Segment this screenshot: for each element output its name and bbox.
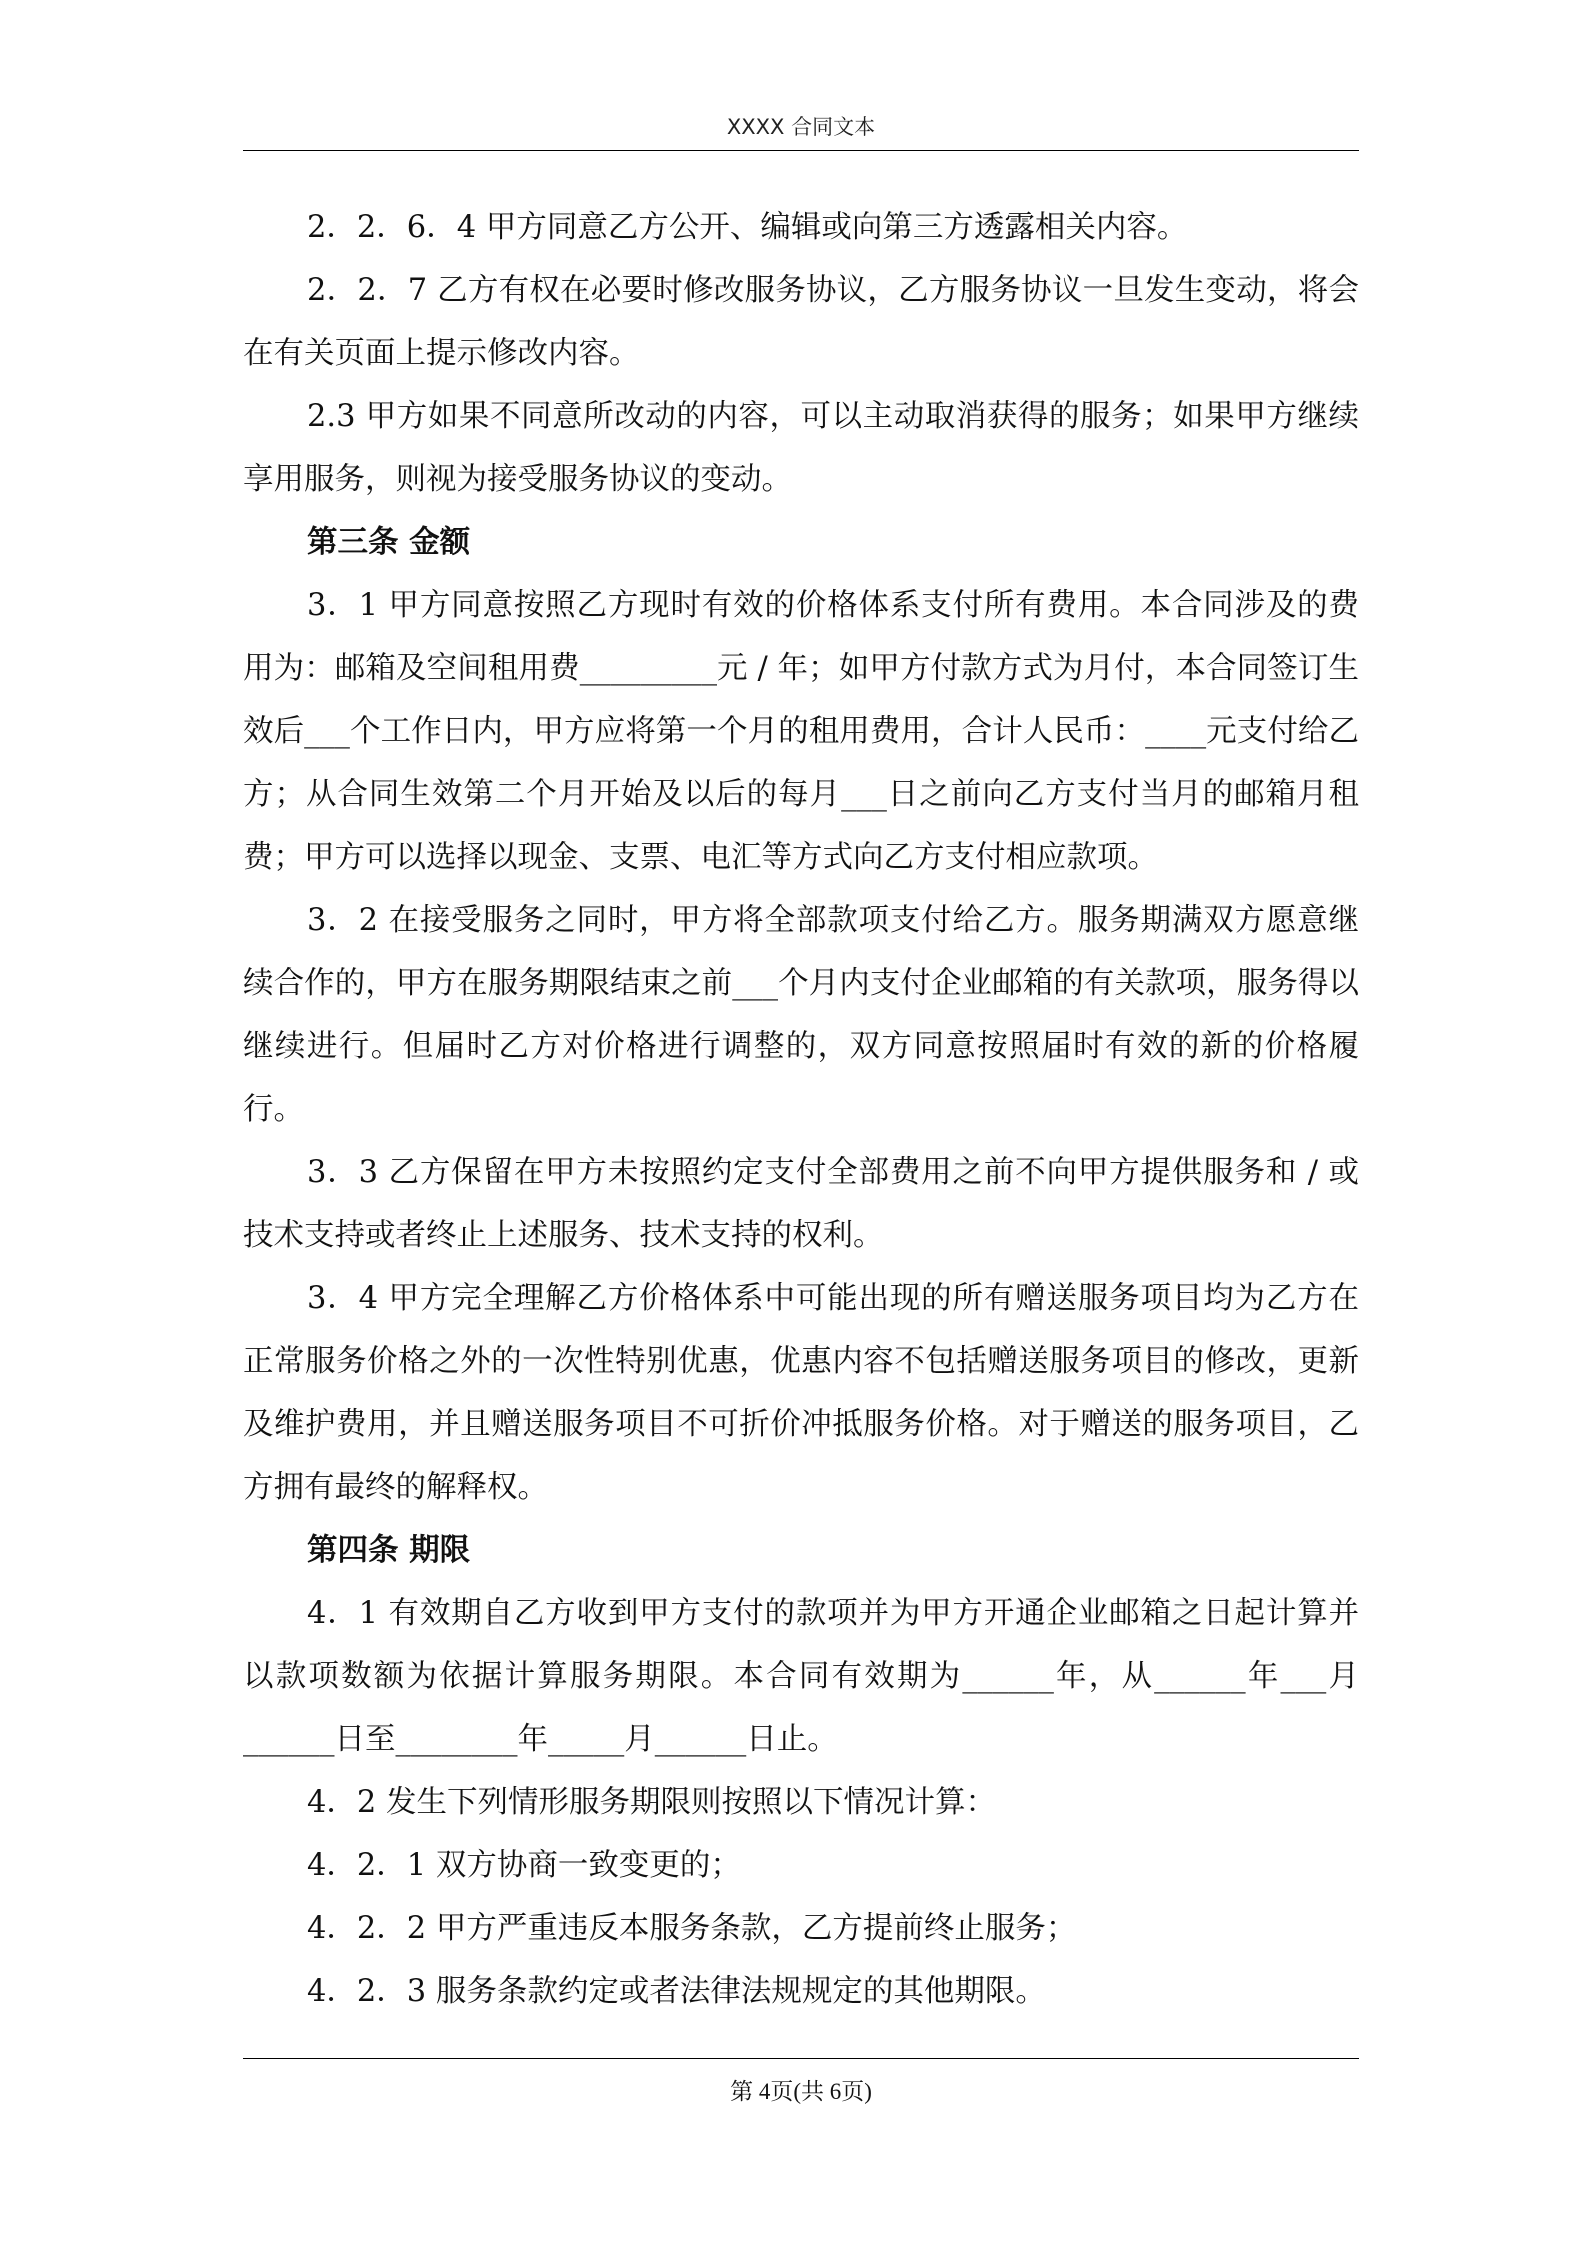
page-footer: [243, 2058, 1359, 2107]
page-header: [243, 112, 1359, 151]
clause-4-2: 4．2 发生下列情形服务期限则按照以下情况计算：: [307, 1785, 997, 1820]
section-heading-article-4: 第四条 期限: [307, 1532, 471, 1568]
clause-4-2-1: 4．2．1 双方协商一致变更的；: [307, 1848, 741, 1883]
clause-2-3: 2.3 甲方如果不同意所改动的内容，可以主动取消获得的服务；如果甲方继续享用服务，则视为接受服务协议的变动。: [243, 399, 1359, 497]
clause-4-2-2: 4．2．2 甲方严重违反本服务条款，乙方提前终止服务；: [307, 1911, 1077, 1946]
document-body: [243, 196, 1359, 2023]
section-heading-article-3: 第三条 金额: [307, 524, 471, 560]
page-number: 第 4页(共 6页): [730, 2079, 872, 2104]
header-title: XXXX 合同文本: [726, 115, 876, 139]
clause-4-2-3: 4．2．3 服务条款约定或者法律法规规定的其他期限。: [307, 1974, 1046, 2009]
clause-2-2-7: 2．2．7 乙方有权在必要时修改服务协议，乙方服务协议一旦发生变动，将会在有关页面上提示修改内容。: [243, 273, 1359, 371]
clause-3-2: 3．2 在接受服务之同时，甲方将全部款项支付给乙方。服务期满双方愿意继续合作的，甲方在服务期限结束之前___个月内支付企业邮箱的有关款项，服务得以继续进行。但届时乙方对价格进行调整的，双方同意按照届时有效的新的价格履行。: [243, 903, 1359, 1127]
clause-3-4: 3．4 甲方完全理解乙方价格体系中可能出现的所有赠送服务项目均为乙方在正常服务价格之外的一次性特别优惠，优惠内容不包括赠送服务项目的修改，更新及维护费用，并且赠送服务项目不可折价冲抵服务价格。对于赠送的服务项目，乙方拥有最终的解释权。: [243, 1281, 1359, 1505]
clause-2-2-6-4: 2．2．6．4 甲方同意乙方公开、编辑或向第三方透露相关内容。: [307, 210, 1188, 245]
clause-3-1: 3．1 甲方同意按照乙方现时有效的价格体系支付所有费用。本合同涉及的费用为：邮箱及空间租用费_________元 / 年；如甲方付款方式为月付，本合同签订生效后___个工作日内，甲方应将第一个月的租用费用，合计人民币：____元支付给乙方；从合同生效第二个月开始及以后的每月___日之前向乙方支付当月的邮箱月租费；甲方可以选择以现金、支票、电汇等方式向乙方支付相应款项。: [243, 588, 1359, 875]
clause-4-1: 4．1 有效期自乙方收到甲方支付的款项并为甲方开通企业邮箱之日起计算并以款项数额为依据计算服务期限。本合同有效期为______年，从______年___月______日至________年_____月______日止。: [243, 1596, 1359, 1757]
clause-3-3: 3．3 乙方保留在甲方未按照约定支付全部费用之前不向甲方提供服务和 / 或技术支持或者终止上述服务、技术支持的权利。: [243, 1155, 1359, 1253]
